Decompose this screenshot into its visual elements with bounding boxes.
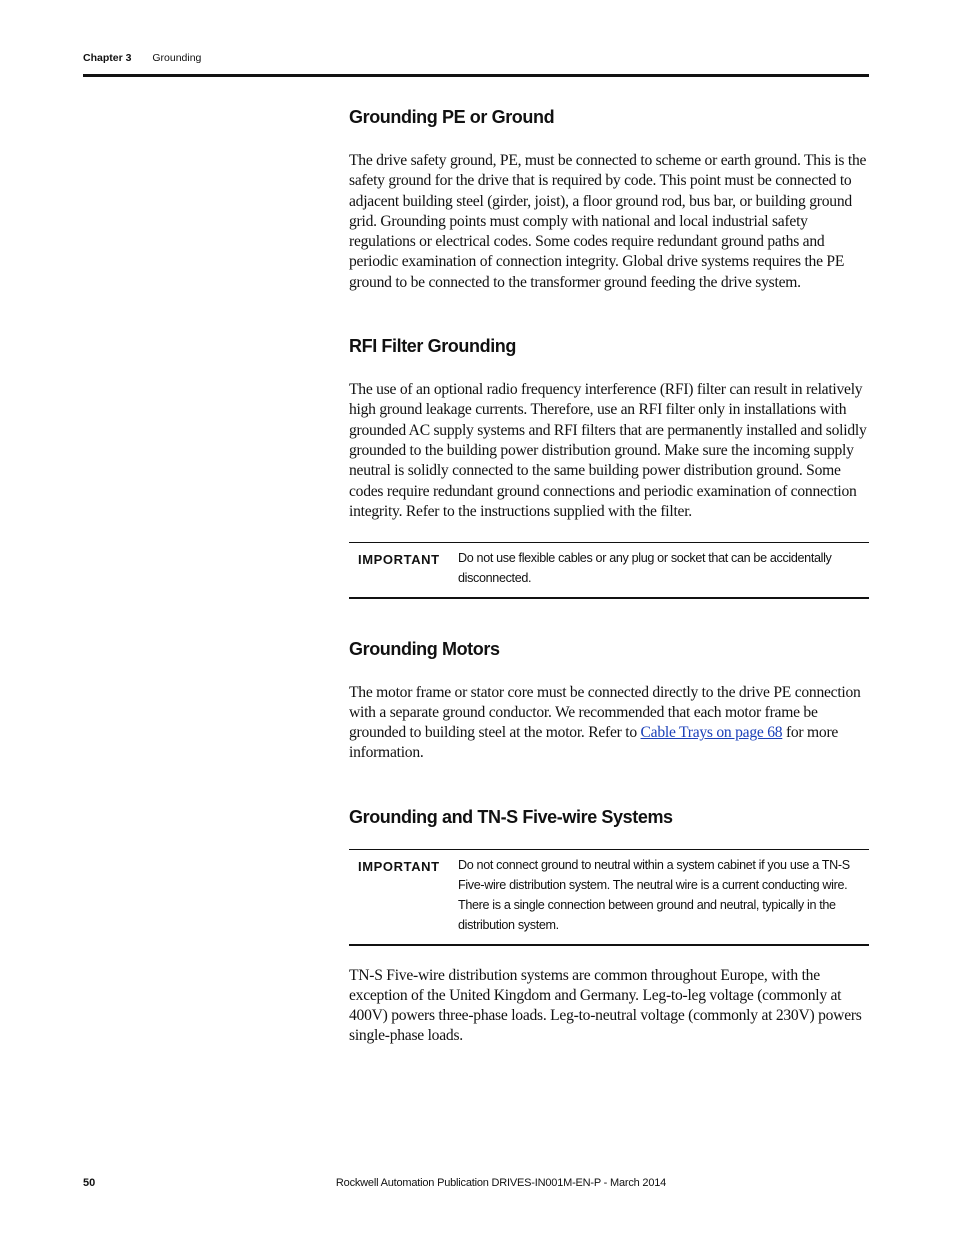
cable-trays-link[interactable]: Cable Trays on page 68: [640, 724, 783, 742]
paragraph-grounding-motors: [349, 683, 869, 764]
page-number: 50: [83, 1177, 96, 1189]
paragraph-grounding-pe: The drive safety ground, PE, must be connected to scheme or earth ground. This is the safety ground for the drive that is required by code. This point must be connected to adjacent building steel (girder, joist), a floor ground rod, bus bar, or building ground grid. Grounding points must comply with national and local industrial safety regulations or electrical codes. Some codes require redundant ground paths and periodic examination of connection integrity. Global drive systems requires the PE ground to be connected to the transformer ground feeding the drive system.: [349, 152, 867, 291]
paragraph-rfi-filter: The use of an optional radio frequency interference (RFI) filter can result in relatively high ground leakage currents. Therefore, use an RFI filter only in installations with grounded AC supply systems and RFI filters that are permanently installed and solidly grounded to the building power distribution ground. Make sure the incoming supply neutral is solidly connected to the same building power distribution ground. Some codes require redundant ground connections and periodic examination of connection integrity. Refer to the instructions supplied with the filter.: [349, 381, 867, 520]
section-label: Grounding: [152, 52, 202, 64]
chapter-label: Chapter 3: [83, 52, 132, 64]
motors-text-before: The motor frame or stator core must be connected directly to the drive PE connection with a separate ground conductor. We recommended that each motor frame be grounded to building steel at the motor. Refer to: [349, 683, 861, 742]
running-head: [83, 52, 201, 64]
important-note-tn-s: [349, 849, 869, 946]
motors-text-after: for more information.: [349, 724, 839, 762]
publication-info: Rockwell Automation Publication DRIVES-IN001M-EN-P - March 2014: [335, 1177, 667, 1189]
important-label: IMPORTANT: [358, 858, 440, 874]
paragraph-tn-s: TN-S Five-wire distribution systems are common throughout Europe, with the exception of the United Kingdom and Germany. Leg-to-leg voltage (commonly at 400V) powers three-phase loads. Leg-to-neutral voltage (commonly at 230V) powers single-phase loads.: [349, 966, 862, 1045]
heading-rfi-filter: RFI Filter Grounding: [349, 336, 516, 357]
important-note-rfi: [349, 542, 869, 598]
important-text-tn-s: Do not connect ground to neutral within a system cabinet if you use a TN-S Five-wire distribution system. The neutral wire is a current conducting wire. There is a single connection between ground and neutral, typically in the distribution system.: [458, 857, 850, 933]
header-rule: [83, 74, 869, 77]
important-text-rfi: Do not use flexible cables or any plug or socket that can be accidentally disconnected.: [458, 551, 832, 586]
important-label: IMPORTANT: [358, 552, 440, 568]
heading-grounding-pe: Grounding PE or Ground: [349, 107, 555, 127]
heading-grounding-motors: Grounding Motors: [349, 638, 500, 659]
main-content: [349, 100, 869, 1047]
heading-tn-s: Grounding and TN-S Five-wire Systems: [349, 806, 673, 827]
